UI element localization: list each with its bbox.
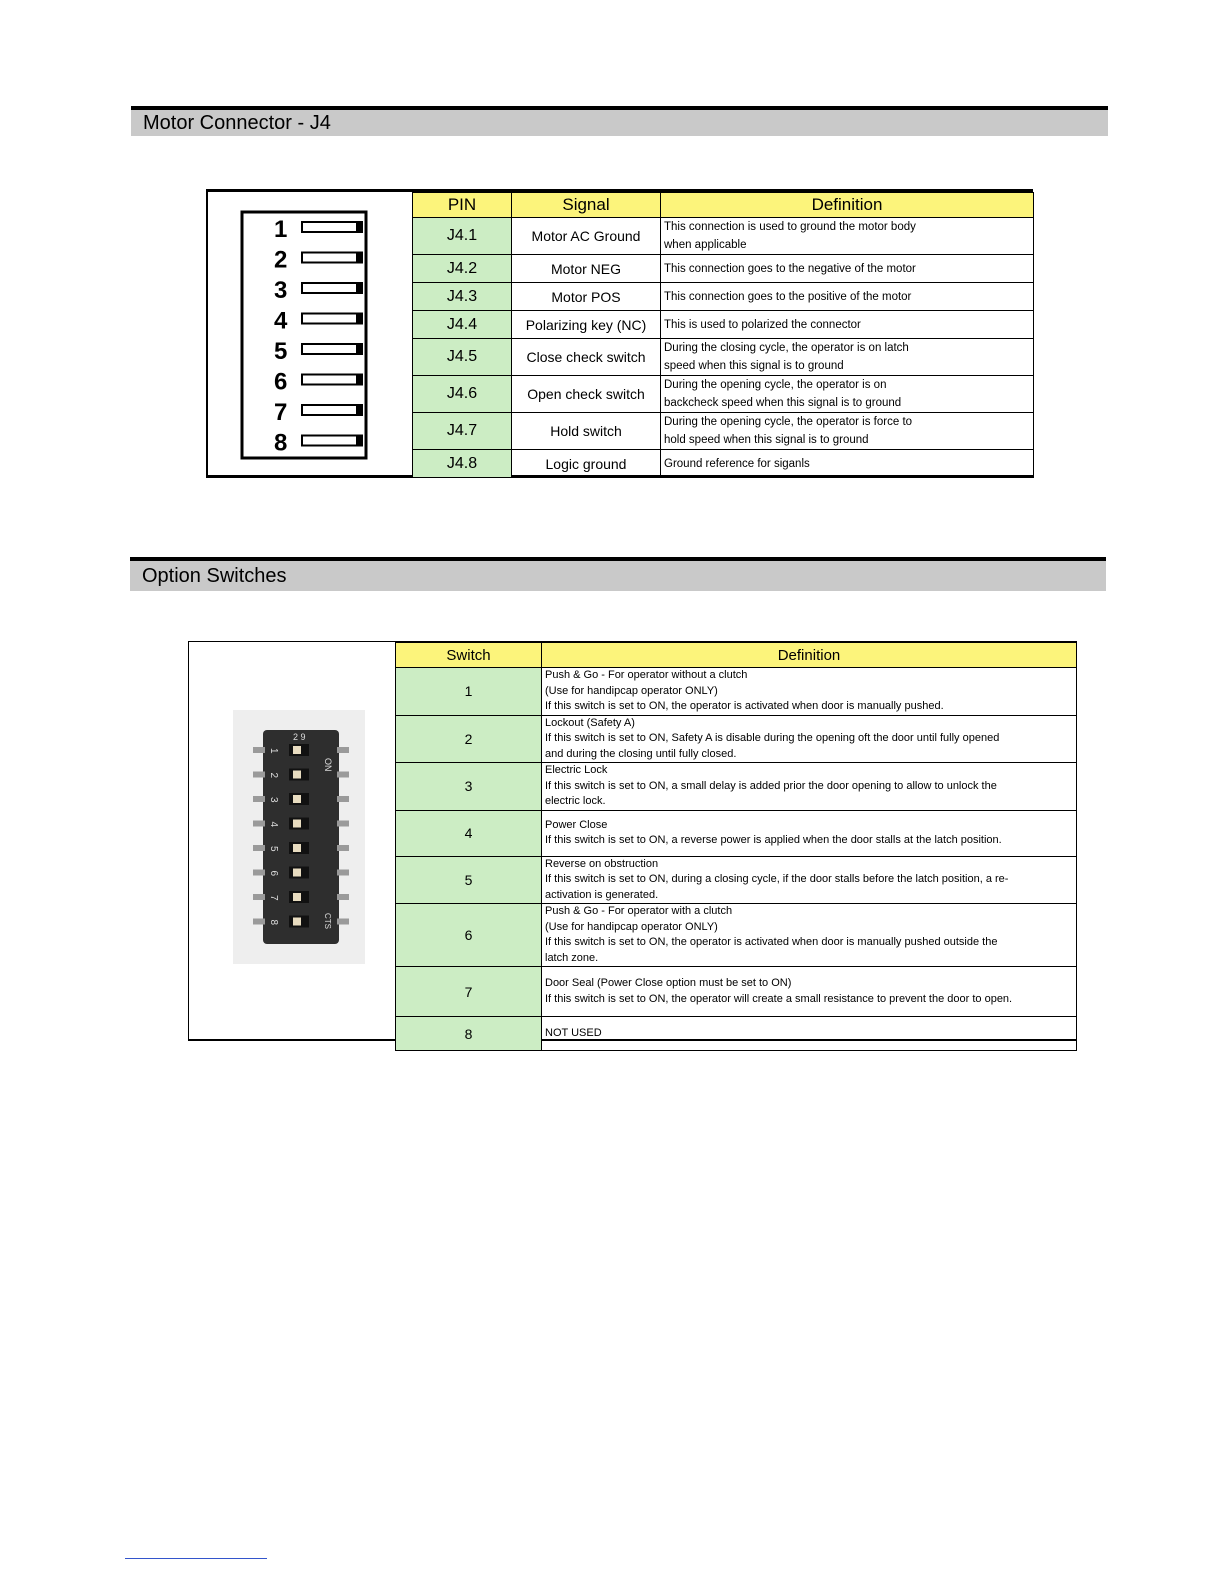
definition-cell (661, 311, 1034, 339)
motor-pin-table (412, 192, 1034, 478)
dip-right-lead (337, 796, 349, 802)
connector-pin-bar (302, 314, 362, 324)
dip-switch-knob (293, 771, 301, 779)
switch-definition-title: Electric Lock (545, 764, 608, 776)
dip-left-lead (253, 894, 265, 900)
signal-cell: Close check switch (512, 339, 661, 376)
dip-right-lead (337, 845, 349, 851)
connector-pin-tip (356, 253, 362, 263)
dip-switch-knob (293, 844, 301, 852)
switch-definition-line: activation is generated. (545, 888, 659, 901)
dip-switch-number: 6 (268, 870, 279, 877)
pin-cell: J4.4 (413, 311, 512, 339)
connector-pin-tip (356, 436, 362, 446)
switch-definition-line: (Use for handipcap operator ONLY) (545, 684, 718, 697)
switch-definition-title: Push & Go - For operator with a clutch (545, 905, 733, 917)
header-switch: Switch (396, 643, 542, 668)
pin-cell: J4.7 (413, 413, 512, 450)
signal-cell: Hold switch (512, 413, 661, 450)
switch-definition-title: NOT USED (545, 1026, 602, 1039)
motor-table-row (413, 283, 1034, 311)
dip-switch-number: 7 (268, 895, 279, 901)
pin-cell: J4.6 (413, 376, 512, 413)
connector-pin-tip (356, 344, 362, 354)
switch-definition-cell (542, 1017, 1077, 1051)
connector-pin-number: 6 (274, 368, 288, 396)
dip-left-lead (253, 821, 265, 827)
dip-switch-knob (293, 869, 301, 877)
switch-definition-line: If this switch is set to ON, a reverse power is applied when the door stalls at the latch position. (545, 834, 1002, 846)
switch-definition-title: Power Close (545, 818, 608, 831)
switch-definition-cell (542, 967, 1077, 1017)
motor-table-row (413, 413, 1034, 450)
header-pin: PIN (413, 193, 512, 218)
motor-table-row (413, 450, 1034, 478)
dip-right-lead (337, 821, 349, 827)
definition-cell (661, 218, 1034, 255)
connector-pin-number: 3 (274, 277, 288, 304)
dip-switch-photo (233, 710, 365, 964)
dip-right-lead (337, 894, 349, 900)
dip-switch-number: 3 (268, 797, 279, 803)
switch-definition-line: If this switch is set to ON, the operator is activated when door is manually pushed outside the (545, 936, 998, 948)
definition-line: speed when this signal is to ground (664, 360, 844, 372)
definition-cell (661, 413, 1034, 450)
switch-definition-title: Lockout (Safety A) (545, 716, 635, 729)
connector-pin-bar (302, 253, 362, 263)
signal-cell: Motor POS (512, 283, 661, 311)
header-signal: Signal (512, 193, 661, 218)
switch-definition-line: If this switch is set to ON, a small delay is added prior the door opening to allow to unlock the (545, 779, 997, 792)
dip-right-lead (337, 919, 349, 925)
switch-definition-cell (542, 904, 1077, 967)
switch-table-row (396, 967, 1077, 1017)
switch-definition-line: If this switch is set to ON, the operator is activated when door is manually pushed. (545, 700, 944, 712)
dip-switch-number: 1 (268, 748, 279, 754)
motor-table-row (413, 376, 1034, 413)
switch-table-header (396, 643, 1077, 668)
connector-pin-bar (302, 283, 362, 293)
switch-definition-line: If this switch is set to ON, Safety A is disable during the opening oft the door until fully opened (545, 732, 1000, 744)
definition-line: hold speed when this signal is to ground (664, 434, 869, 446)
dip-left-lead (253, 919, 265, 925)
signal-cell: Polarizing key (NC) (512, 311, 661, 339)
definition-cell (661, 283, 1034, 311)
dip-cts-label: CTS (323, 913, 332, 929)
dip-switch-number: 2 (268, 772, 279, 779)
header-definition: Definition (661, 193, 1034, 218)
motor-table-row (413, 339, 1034, 376)
dip-right-lead (337, 870, 349, 876)
switch-definition-title: Door Seal (Power Close option must be set to ON) (545, 977, 792, 989)
switch-table-row (396, 715, 1077, 763)
option-switches-figure (188, 641, 1077, 1041)
switch-table-row (396, 1017, 1077, 1051)
dip-top-label: 2 9 (293, 732, 306, 742)
motor-table-row (413, 311, 1034, 339)
option-switches-heading (130, 557, 1106, 591)
dip-on-label: ON (323, 758, 333, 772)
switch-definition-line: If this switch is set to ON, the operator will create a small resistance to prevent the door to open. (545, 992, 1013, 1005)
connector-pin-bar (302, 375, 362, 385)
motor-connector-title: Motor Connector - J4 (143, 111, 331, 134)
switch-definition-line: electric lock. (545, 795, 606, 807)
connector-pin-tip (356, 375, 362, 385)
definition-cell (661, 376, 1034, 413)
definition-line: This connection is used to ground the motor body (664, 221, 916, 233)
signal-cell: Motor AC Ground (512, 218, 661, 255)
dip-switch-knob (293, 820, 301, 828)
connector-pin-bar (302, 436, 362, 446)
header-switch-definition: Definition (542, 643, 1077, 668)
dip-switch-number: 4 (268, 821, 279, 828)
connector-pin-bar (302, 405, 362, 415)
switch-number-cell: 7 (396, 967, 542, 1017)
connector-outline (242, 212, 366, 458)
switch-table-row (396, 763, 1077, 811)
footnote-rule (125, 1558, 267, 1559)
switch-definition-line: and during the closing until fully closed. (545, 747, 737, 760)
definition-line: During the closing cycle, the operator is on latch (664, 342, 909, 354)
switch-table-row (396, 904, 1077, 967)
motor-table-row (413, 255, 1034, 283)
definition-line: This connection goes to the negative of the motor (664, 262, 916, 275)
definition-line: backcheck speed when this signal is to ground (664, 397, 902, 409)
connector-pin-number: 8 (274, 429, 288, 457)
option-switch-table (395, 642, 1077, 1051)
connector-pin-bar (302, 222, 362, 232)
switch-definition-title: Push & Go - For operator without a clutch (545, 669, 748, 681)
switch-table-row (396, 810, 1077, 856)
switch-number-cell: 4 (396, 810, 542, 856)
dip-switch-knob (293, 746, 301, 754)
definition-line: During the opening cycle, the operator is on (664, 379, 887, 391)
connector-pin-drawing (238, 208, 368, 462)
switch-definition-cell (542, 668, 1077, 716)
switch-definition-title: Reverse on obstruction (545, 857, 659, 870)
dip-left-lead (253, 870, 265, 876)
definition-line: when applicable (664, 239, 747, 251)
signal-cell: Motor NEG (512, 255, 661, 283)
connector-pin-bar (302, 344, 362, 354)
pin-cell: J4.1 (413, 218, 512, 255)
pin-cell: J4.5 (413, 339, 512, 376)
switch-definition-line: (Use for handipcap operator ONLY) (545, 920, 718, 933)
dip-switch-knob (293, 795, 301, 803)
signal-cell: Logic ground (512, 450, 661, 478)
pin-cell: J4.3 (413, 283, 512, 311)
connector-pin-number: 4 (274, 307, 288, 335)
switch-table-row (396, 668, 1077, 716)
definition-line: Ground reference for siganls (664, 457, 810, 470)
dip-switch-knob (293, 918, 301, 926)
definition-line: This is used to polarized the connector (664, 318, 861, 331)
motor-connector-figure (206, 189, 1033, 478)
switch-number-cell: 3 (396, 763, 542, 811)
switch-definition-cell (542, 715, 1077, 763)
motor-table-row (413, 218, 1034, 255)
dip-switch-number: 5 (268, 846, 279, 852)
switch-number-cell: 2 (396, 715, 542, 763)
definition-line: This connection goes to the positive of the motor (664, 290, 912, 303)
connector-pin-tip (356, 283, 362, 293)
dip-left-lead (253, 845, 265, 851)
motor-connector-heading (131, 106, 1108, 136)
switch-table-row (396, 856, 1077, 904)
definition-cell (661, 339, 1034, 376)
pin-cell: J4.8 (413, 450, 512, 478)
connector-pin-number: 2 (274, 246, 288, 274)
switch-definition-cell (542, 856, 1077, 904)
dip-left-lead (253, 747, 265, 753)
dip-switch-knob (293, 893, 301, 901)
switch-definition-line: latch zone. (545, 951, 599, 964)
dip-left-lead (253, 772, 265, 778)
connector-pin-number: 5 (274, 338, 288, 365)
switch-definition-cell (542, 810, 1077, 856)
switch-number-cell: 6 (396, 904, 542, 967)
switch-number-cell: 5 (396, 856, 542, 904)
definition-cell (661, 450, 1034, 478)
definition-line: During the opening cycle, the operator is force to (664, 416, 913, 428)
connector-pin-tip (356, 405, 362, 415)
dip-right-lead (337, 772, 349, 778)
connector-pin-tip (356, 222, 362, 232)
dip-left-lead (253, 796, 265, 802)
dip-switch-number: 8 (268, 919, 279, 926)
switch-definition-cell (542, 763, 1077, 811)
switch-number-cell: 1 (396, 668, 542, 716)
connector-pin-tip (356, 314, 362, 324)
connector-pin-number: 1 (274, 216, 288, 243)
dip-right-lead (337, 747, 349, 753)
connector-pin-number: 7 (274, 399, 288, 426)
motor-table-header (413, 193, 1034, 218)
pin-cell: J4.2 (413, 255, 512, 283)
signal-cell: Open check switch (512, 376, 661, 413)
switch-number-cell: 8 (396, 1017, 542, 1051)
option-switches-title: Option Switches (142, 564, 287, 587)
definition-cell (661, 255, 1034, 283)
switch-definition-line: If this switch is set to ON, during a closing cycle, if the door stalls before the latch position, a re- (545, 873, 1009, 885)
